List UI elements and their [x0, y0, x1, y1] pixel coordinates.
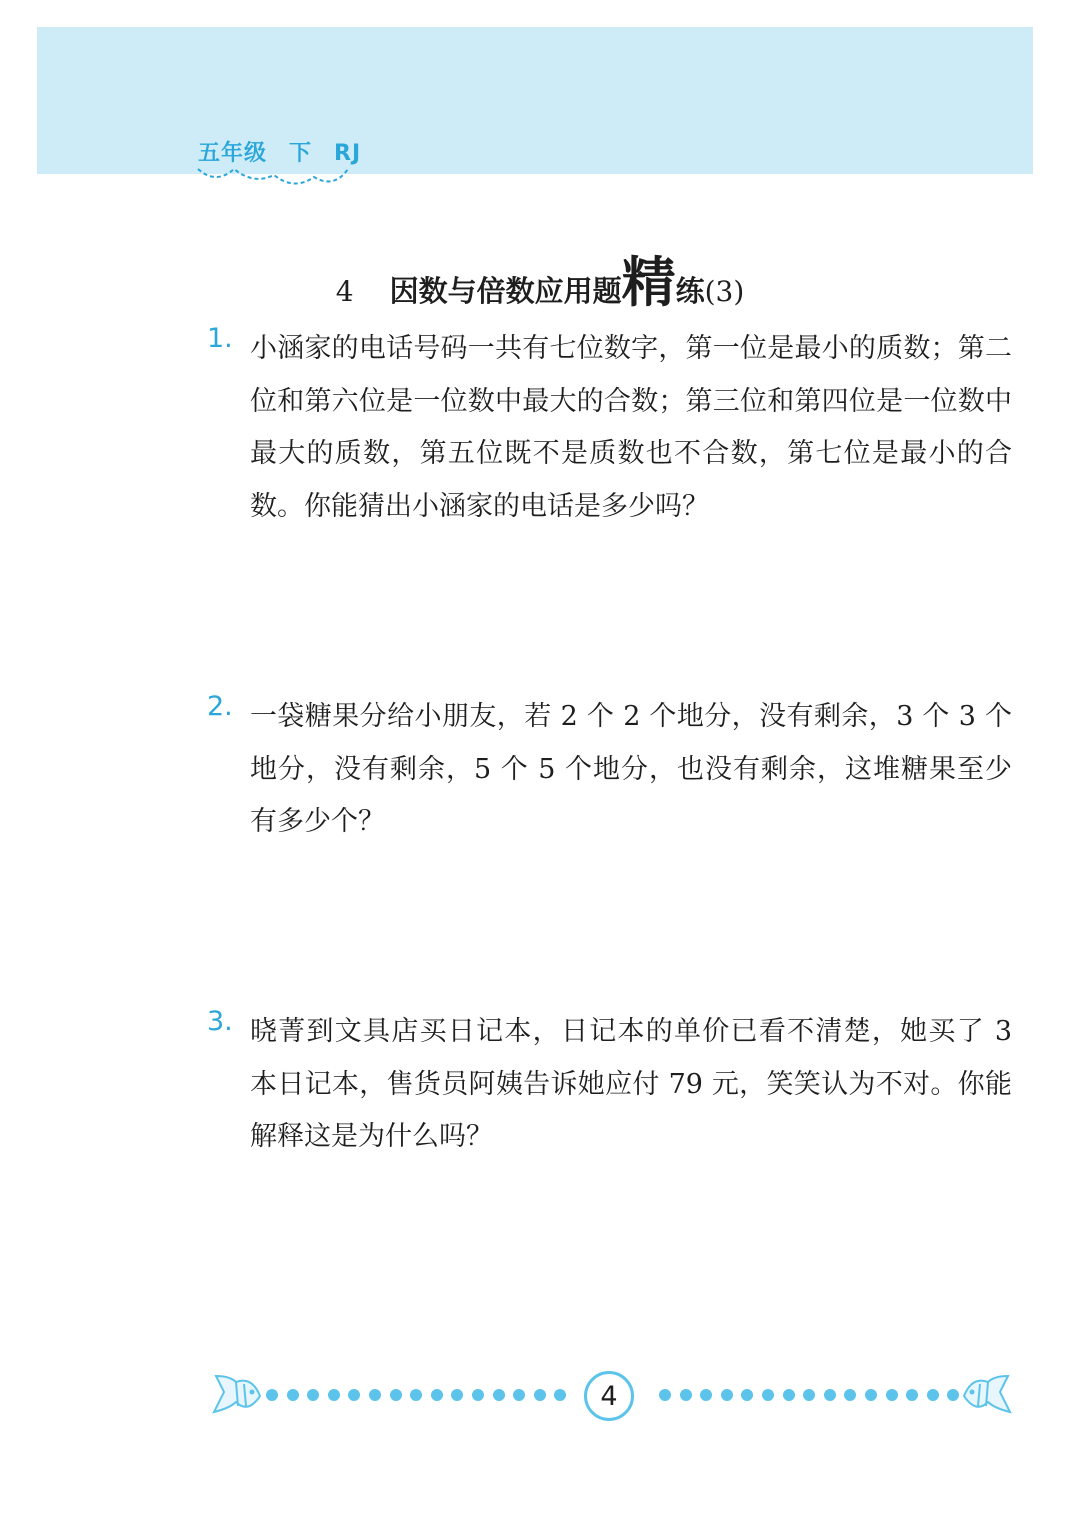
title-emphasis: 精 — [621, 251, 676, 314]
right-dots — [659, 1389, 959, 1401]
left-dots — [266, 1389, 566, 1401]
fish-icon — [960, 1368, 1016, 1420]
fish-icon — [208, 1368, 264, 1420]
header-band — [37, 27, 1033, 174]
question-number: 2. — [207, 691, 233, 722]
page-title — [0, 240, 1080, 317]
question-3 — [207, 1006, 1017, 1164]
title-number: 4 — [335, 275, 354, 308]
wave-decoration-icon — [196, 163, 356, 193]
question-number: 3. — [207, 1006, 233, 1037]
edition-text: RJ — [334, 141, 362, 166]
page-footer — [0, 1360, 1080, 1440]
question-text: 小涵家的电话号码一共有七位数字，第一位是最小的质数；第二位和第六位是一位数中最大的合数；第三位和第四位是一位数中最大的质数，第五位既不是质数也不合数，第七位是最小的合数。你能猜出小涵家的电话是多少吗？ — [250, 333, 1012, 522]
question-text: 晓菁到文具店买日记本，日记本的单价已看不清楚，她买了 3 本日记本，售货员阿姨告诉她应付 79 元，笑笑认为不对。你能解释这是为什么吗？ — [250, 1016, 1012, 1152]
volume-text: 下 — [289, 141, 313, 166]
grade-text: 五年级 — [198, 141, 268, 166]
title-suffix: 练 — [675, 274, 705, 308]
page-number: 4 — [584, 1371, 634, 1421]
title-paren: (3) — [704, 275, 745, 308]
question-2 — [207, 691, 1017, 849]
question-text: 一袋糖果分给小朋友，若 2 个 2 个地分，没有剩余，3 个 3 个地分，没有剩余，5 个 5 个地分，也没有剩余，这堆糖果至少有多少个？ — [250, 701, 1012, 837]
title-main: 因数与倍数应用题 — [389, 274, 622, 308]
question-1 — [207, 323, 1017, 533]
question-number: 1. — [207, 323, 233, 354]
